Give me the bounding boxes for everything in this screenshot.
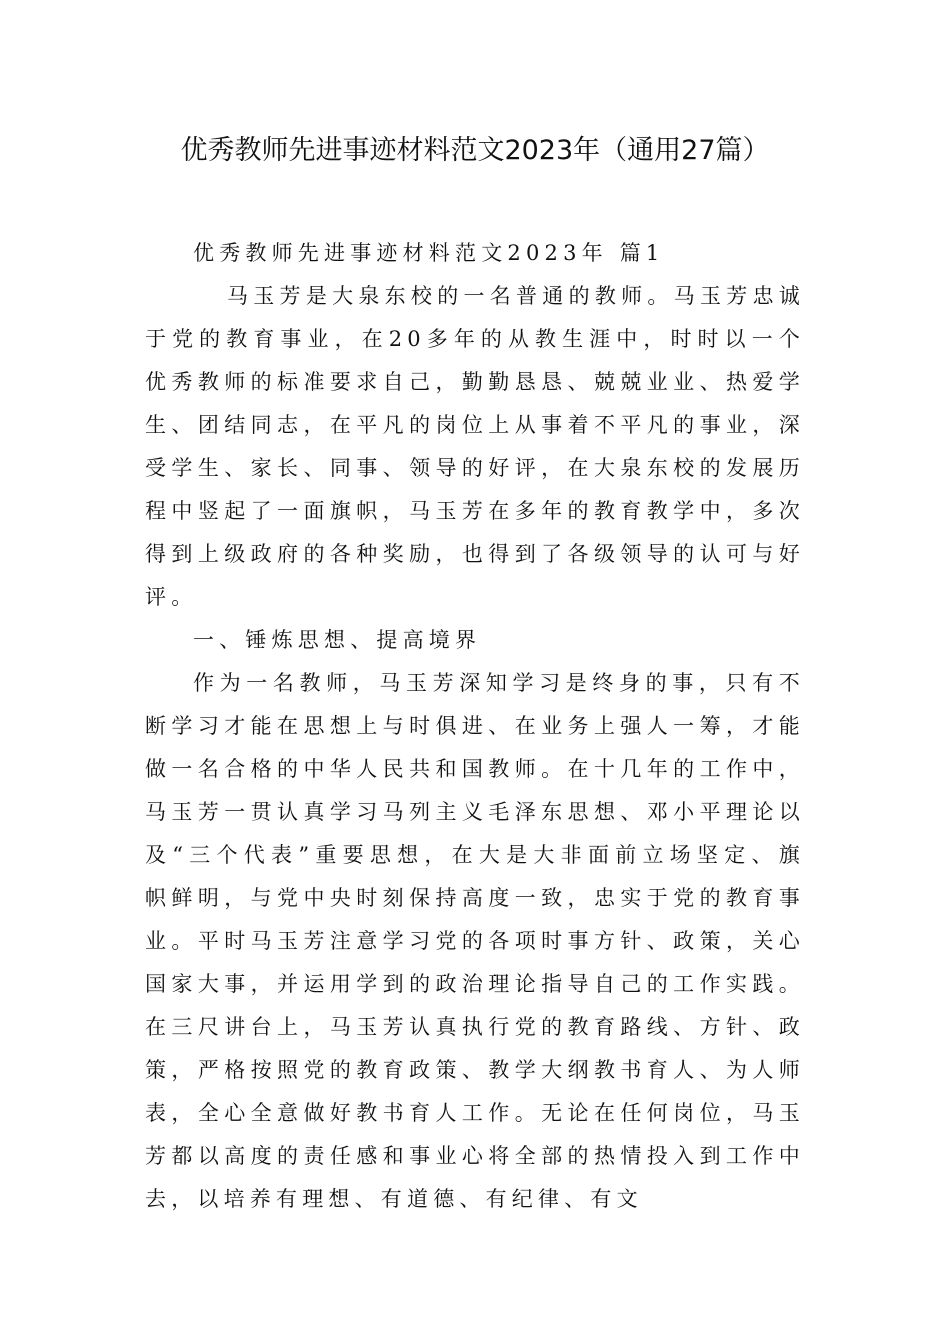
paragraph-body: 作为一名教师，马玉芳深知学习是终身的事，只有不断学习才能在思想上与时俱进、在业务上强人一筹，才能做一名合格的中华人民共和国教师。在十几年的工作中，马玉芳一贯认真学习马列主义毛泽东思想、邓小平理论以及“三个代表”重要思想，在大是大非面前立场坚定、旗帜鲜明，与党中央时刻保持高度一致，忠实于党的教育事业。平时马玉芳注意学习党的各项时事方针、政策，关心国家大事，并运用学到的政治理论指导自己的工作实践。在三尺讲台上，马玉芳认真执行党的教育路线、方针、政策，严格按照党的教育政策、教学大纲教书育人、为人师表，全心全意做好教书育人工作。无论在任何岗位，马玉芳都以高度的责任感和事业心将全部的热情投入到工作中去，以培养有理想、有道德、有纪律、有文: [145, 671, 805, 1211]
document-title: 优秀教师先进事迹材料范文2023年（通用27篇）: [180, 135, 770, 166]
subsection-heading: 一、锤炼思想、提高境界: [193, 628, 482, 652]
paragraph-intro: 马玉芳是大泉东校的一名普通的教师。马玉芳忠诚于党的教育事业，在20多年的从教生涯中，时时以一个优秀教师的标准要求自己，勤勤恳恳、兢兢业业、热爱学生、团结同志，在平凡的岗位上从事着不平凡的事业，深受学生、家长、同事、领导的好评，在大泉东校的发展历程中竖起了一面旗帜，马玉芳在多年的教育教学中，多次得到上级政府的各种奖励，也得到了各级领导的认可与好评。: [145, 284, 805, 609]
section-title: 优秀教师先进事迹材料范文2023年 篇1: [193, 241, 665, 265]
document-body: [145, 232, 805, 1221]
